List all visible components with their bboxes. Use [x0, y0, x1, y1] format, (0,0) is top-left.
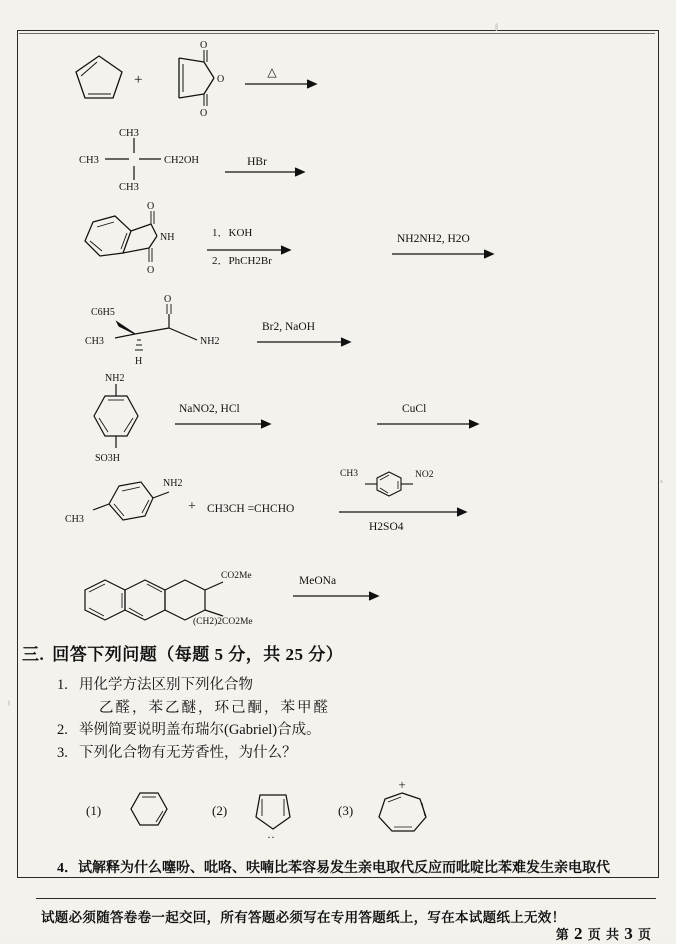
question-text: 用化学方法区别下列化合物 [79, 677, 253, 693]
condition-label: △ [267, 65, 277, 79]
condition-label: MeONa [299, 575, 337, 587]
oxygen-label: O [147, 201, 155, 212]
scan-speck [660, 480, 663, 483]
reaction-row-7 [47, 538, 407, 627]
crotonaldehyde-label: CH3CH =CHCHO [207, 503, 295, 515]
condition-label: NH2NH2, H2O [397, 233, 470, 245]
reaction-arrow [339, 508, 466, 516]
phthalimide-structure [85, 211, 157, 262]
page-total: 3 [624, 924, 634, 943]
methyl-label: CH3 [119, 182, 139, 193]
structure-label-1: (1) [86, 803, 102, 818]
page-number: 2 [573, 924, 584, 943]
amide-stereo-structure [115, 304, 197, 350]
cyclopentadiene-structure [76, 56, 122, 98]
reaction-arrow [207, 246, 290, 254]
reaction-row-6 [57, 460, 497, 550]
structure-label-2: (2) [212, 803, 228, 818]
reaction-arrow [377, 420, 478, 428]
plus-sign: + [134, 72, 143, 88]
question-number: 2. [57, 722, 68, 739]
oxygen-label: O [217, 74, 225, 85]
question-list [57, 674, 647, 765]
sulfanilic-acid-structure [94, 384, 138, 448]
page-border-footer-rule [36, 898, 656, 899]
list-item [57, 674, 647, 696]
hydrogen-label: H [135, 356, 143, 367]
negative-charge-label: ·· [267, 830, 275, 844]
plus-sign: + [188, 499, 196, 514]
reaction-scheme-area [17, 30, 657, 625]
condition-label: 1．KOH [212, 227, 253, 239]
methyl-label: CH3 [85, 336, 104, 347]
oxygen-label: O [147, 265, 155, 276]
question-1-compounds: 乙醛，苯乙醚，环己酮，苯甲醛 [99, 700, 330, 717]
maleic-anhydride-structure [179, 50, 214, 106]
methyl-label: CH3 [340, 469, 358, 479]
neopentyl-alcohol-structure [105, 138, 161, 180]
reaction-arrow [175, 420, 270, 428]
oxygen-label: O [200, 108, 208, 119]
condition-label: CuCl [402, 403, 427, 415]
nitrogen-label: NH [160, 232, 175, 243]
positive-charge-label: + [398, 777, 406, 792]
section-number: 三. [22, 645, 45, 664]
nitrotoluene-structure [365, 472, 413, 496]
phenyl-label: C6H5 [91, 307, 115, 318]
reaction-arrow [225, 168, 304, 176]
condition-label: Br2, NaOH [262, 321, 316, 333]
page-label: 第 [555, 927, 570, 942]
reaction-arrow [245, 80, 316, 88]
condition-label: HBr [247, 156, 267, 168]
reaction-row-1 [67, 40, 367, 120]
question-number: 1. [57, 677, 68, 693]
page-of-label: 页 共 [587, 927, 620, 942]
question-4-text: 4．试解释为什么噻吩、吡咯、呋喃比苯容易发生亲电取代反应而吡啶比苯难发生亲电取代 [57, 861, 610, 876]
p-toluidine-structure [93, 482, 169, 520]
question-text: 下列化合物有无芳香性，为什么？ [79, 745, 297, 762]
tricyclic-diester-structure [85, 580, 223, 620]
section-heading [22, 640, 343, 665]
amino-label: NH2 [105, 373, 125, 384]
list-item [57, 742, 647, 764]
structure-label-3: (3) [338, 803, 354, 818]
reaction-row-2 [57, 128, 357, 198]
scan-speck [8, 700, 10, 706]
oxygen-label: O [200, 40, 208, 51]
amide-label: NH2 [200, 336, 220, 347]
oxygen-label: O [164, 294, 172, 305]
reaction-arrow [257, 338, 350, 346]
tropylium-cation-structure [372, 771, 438, 845]
reaction-row-3 [57, 198, 557, 288]
nitro-label: NO2 [415, 470, 434, 480]
sulfonic-acid-label: SO3H [95, 453, 121, 464]
footer-note: 试题必须随答卷卷一起交回，所有答题必须写在专用答题纸上，写在本试题纸上无效！ [41, 910, 566, 925]
reaction-arrow [392, 250, 493, 258]
amino-label: NH2 [163, 478, 183, 489]
condition-label: H2SO4 [369, 521, 404, 533]
aromaticity-structures [86, 777, 606, 844]
methyl-label: CH3 [79, 155, 99, 166]
cyclopentadienyl-anion-structure [246, 783, 306, 847]
page-unit-label: 页 [637, 927, 652, 942]
hydroxymethyl-label: CH2OH [164, 155, 200, 166]
list-item [57, 719, 647, 741]
cyclohexadiene-structure [120, 785, 180, 841]
condition-label: NaNO2, HCl [179, 403, 240, 415]
ester-label: CO2Me [221, 571, 252, 581]
methyl-label: CH3 [65, 514, 84, 525]
page-number-line [556, 924, 652, 944]
ester-chain-label: (CH2)2CO2Me [193, 617, 253, 627]
question-number: 3. [57, 745, 68, 762]
methyl-label: CH3 [119, 128, 139, 139]
section-title: 回答下列问题（每题 5 分，共 25 分） [52, 645, 344, 664]
condition-label: 2．PhCH2Br [212, 255, 272, 267]
question-text: 举例简要说明盖布瑞尔(Gabriel)合成。 [79, 722, 321, 739]
reaction-arrow [293, 592, 378, 600]
